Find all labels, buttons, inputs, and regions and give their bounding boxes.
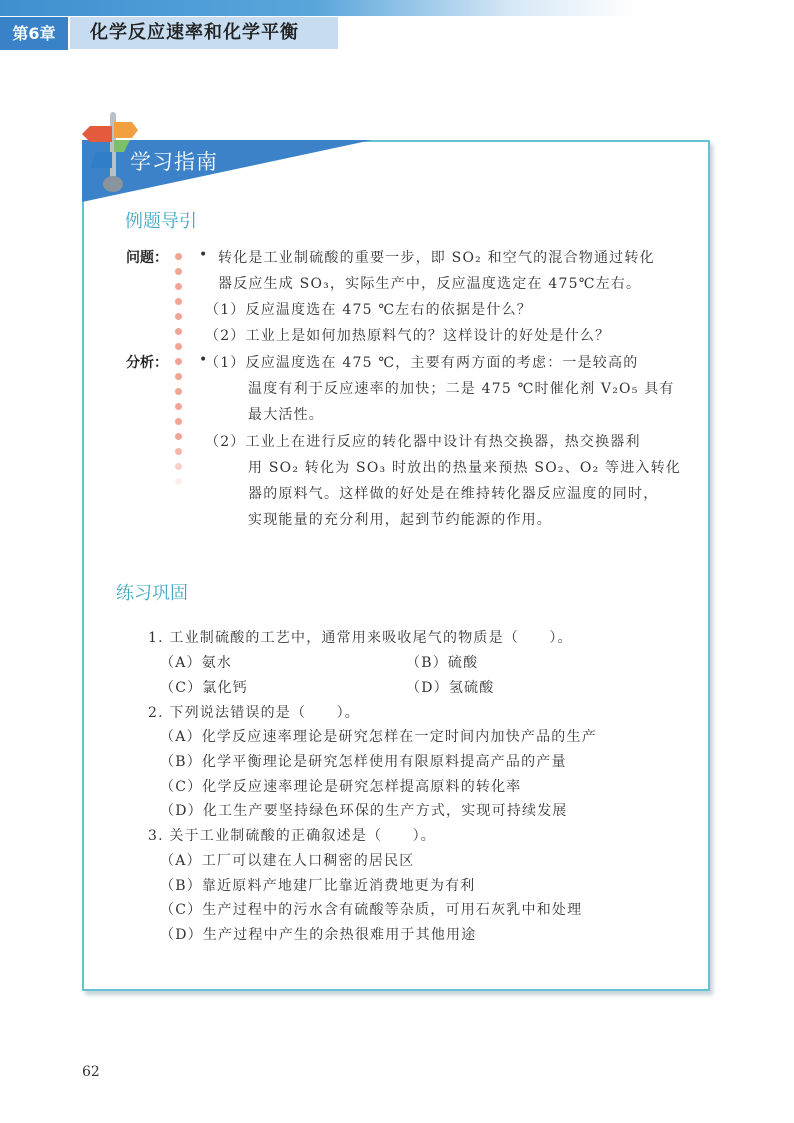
bullet: • bbox=[199, 352, 208, 368]
analysis-text: 用 SO₂ 转化为 SO₃ 时放出的热量来预热 SO₂、O₂ 等进入转化 bbox=[248, 460, 682, 476]
question-stem: 1. 工业制硫酸的工艺中，通常用来吸收尾气的物质是（ ）。 bbox=[148, 630, 573, 646]
header-bar bbox=[0, 0, 794, 16]
analysis-label: 分析： bbox=[126, 355, 168, 371]
analysis-text: 最大活性。 bbox=[248, 407, 324, 423]
option: （D）氢硫酸 bbox=[406, 680, 495, 696]
option: （C）化学反应速率理论是研究怎样提高原料的转化率 bbox=[160, 779, 522, 795]
option: （B）靠近原料产地建厂比靠近消费地更为有利 bbox=[160, 878, 476, 894]
dotted-divider bbox=[175, 253, 183, 493]
option: （A）氨水 bbox=[160, 655, 233, 671]
analysis-text: 器的原料气。这样做的好处是在维持转化器反应温度的同时， bbox=[248, 486, 659, 502]
chapter-number: 第6章 bbox=[0, 17, 68, 50]
option: （B）硫酸 bbox=[406, 655, 479, 671]
sub-question: （1）反应温度选在 475 ℃左右的依据是什么？ bbox=[205, 302, 532, 318]
question-stem: 3. 关于工业制硫酸的正确叙述是（ ）。 bbox=[148, 828, 437, 844]
question-stem: 2. 下列说法错误的是（ ）。 bbox=[148, 705, 361, 721]
question-label: 问题： bbox=[126, 250, 168, 266]
option: （C）氯化钙 bbox=[160, 680, 248, 696]
sub-question: （2）工业上是如何加热原料气的？这样设计的好处是什么？ bbox=[205, 328, 611, 344]
guide-title: 学习指南 bbox=[130, 150, 218, 174]
analysis-text: 温度有利于反应速率的加快；二是 475 ℃时催化剂 V₂O₅ 具有 bbox=[248, 381, 675, 397]
analysis-text: （1）反应温度选在 475 ℃，主要有两方面的考虑：一是较高的 bbox=[205, 355, 639, 371]
option: （A）工厂可以建在人口稠密的居民区 bbox=[160, 853, 415, 869]
page-number: 62 bbox=[82, 1064, 100, 1080]
option: （C）生产过程中的污水含有硫酸等杂质，可用石灰乳中和处理 bbox=[160, 902, 583, 918]
analysis-text: （2）工业上在进行反应的转化器中设计有热交换器，热交换器利 bbox=[205, 434, 641, 450]
chapter-title: 化学反应速率和化学平衡 bbox=[70, 17, 338, 49]
option: （B）化学平衡理论是研究怎样使用有限原料提高产品的产量 bbox=[160, 754, 567, 770]
question-text: 器反应生成 SO₃，实际生产中，反应温度选定在 475℃左右。 bbox=[218, 276, 642, 292]
option: （D）化工生产要坚持绿色环保的生产方式，实现可持续发展 bbox=[160, 803, 568, 819]
option: （A）化学反应速率理论是研究怎样在一定时间内加快产品的生产 bbox=[160, 729, 597, 745]
option: （D）生产过程中产生的余热很难用于其他用途 bbox=[160, 927, 477, 943]
analysis-text: 实现能量的充分利用，起到节约能源的作用。 bbox=[248, 512, 552, 528]
signpost-icon bbox=[78, 112, 138, 192]
bullet: • bbox=[199, 247, 208, 263]
practice-heading: 练习巩固 bbox=[116, 583, 188, 604]
example-heading: 例题导引 bbox=[125, 211, 197, 232]
question-text: 转化是工业制硫酸的重要一步，即 SO₂ 和空气的混合物通过转化 bbox=[218, 250, 655, 266]
